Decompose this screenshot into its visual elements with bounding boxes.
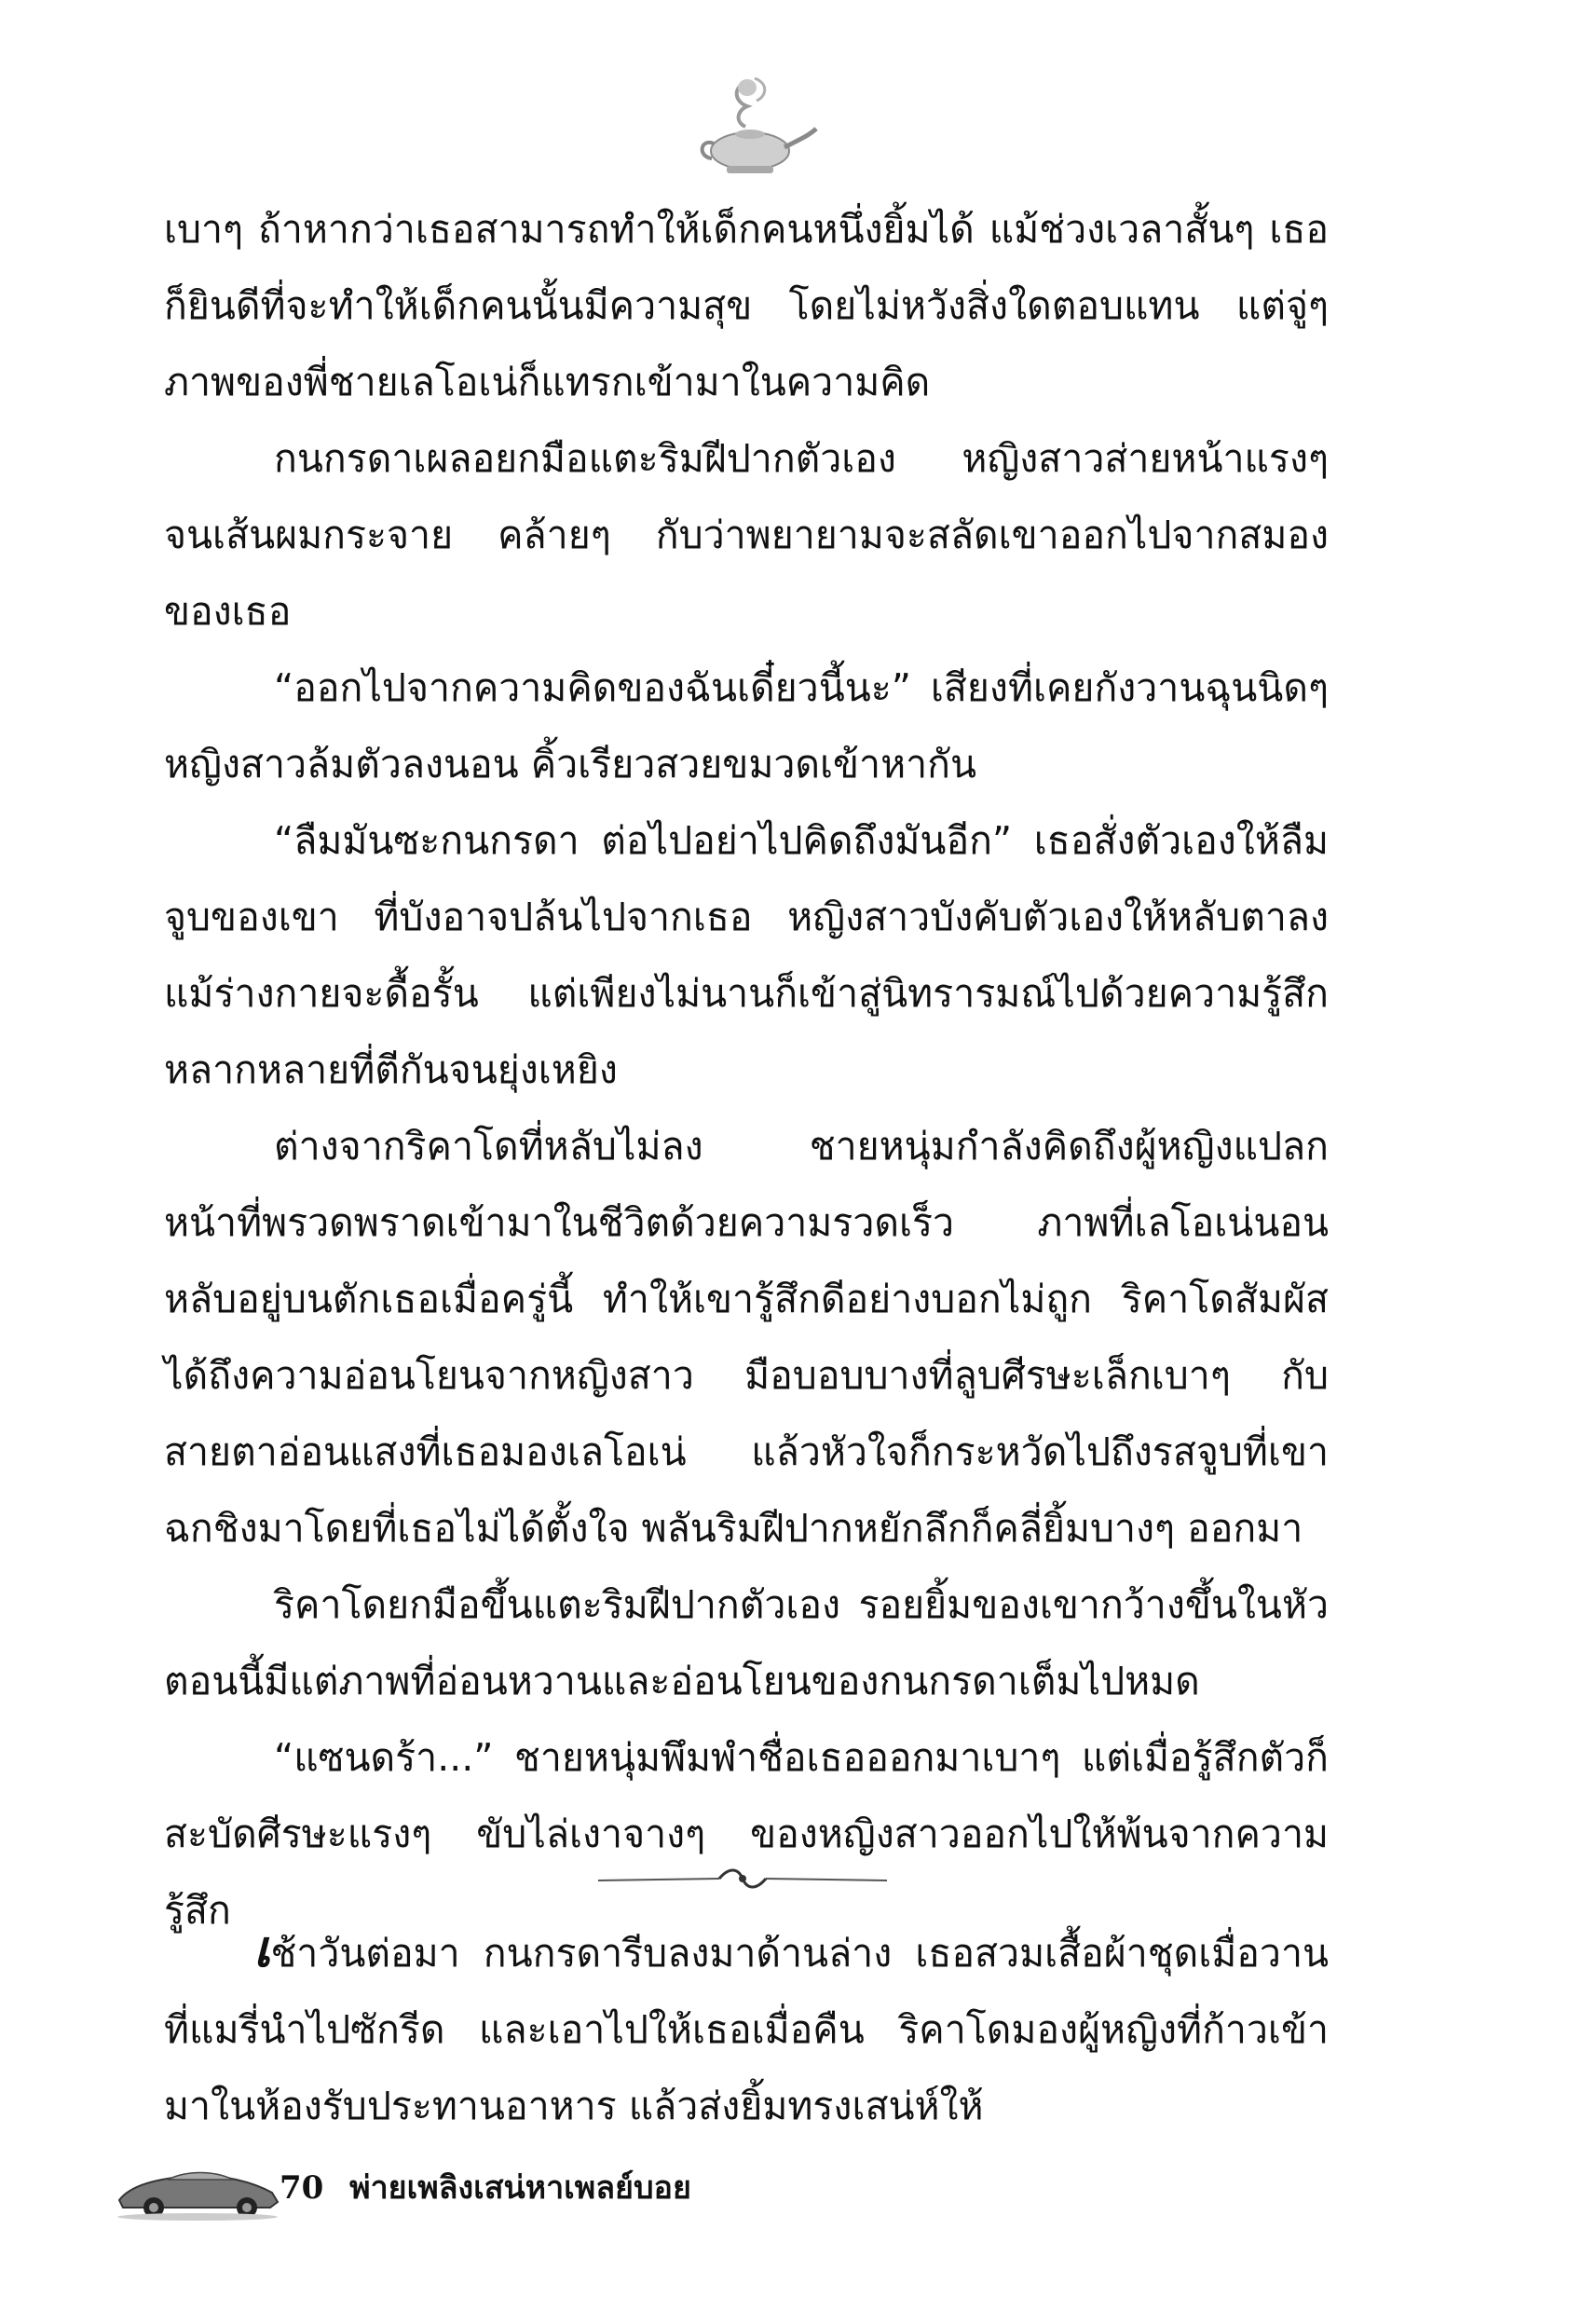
drop-cap: เ bbox=[253, 1919, 271, 1978]
section-2-text bbox=[164, 1910, 1329, 2144]
paragraph-2: กนกรดาเผลอยกมือแตะริมฝีปากตัวเอง หญิงสาวส่ายหน้าแรงๆ จนเส้นผมกระจาย คล้ายๆ กับว่าพยายามจะสลัดเขาออกไปจากสมองของเธอ bbox=[164, 436, 1329, 634]
paragraph-4: “ลืมมันซะกนกรดา ต่อไปอย่าไปคิดถึงมันอีก” เธอสั่งตัวเองให้ลืมจูบของเขา ที่บังอาจปล้นไปจากเธอ หญิงสาวบังคับตัวเองให้หลับตาลง แม้ร่างกายจะดื้อรั้น แต่เพียงไม่นานก็เข้าสู่นิทรารมณ์ไปด้วยความรู้สึกหลากหลายที่ตีกันจนยุ่งเหยิง bbox=[164, 818, 1329, 1092]
sports-car-icon bbox=[112, 2157, 284, 2222]
footer-text bbox=[280, 2165, 691, 2211]
teapot-genie-ornament-icon bbox=[680, 73, 820, 183]
section-2-paragraph bbox=[164, 1910, 1329, 2144]
ornamental-divider-icon bbox=[598, 1860, 887, 1897]
paragraph-6: ริคาโดยกมือขึ้นแตะริมฝีปากตัวเอง รอยยิ้มของเขากว้างขึ้นในหัวตอนนี้มีแต่ภาพที่อ่อนหวานและอ่อนโยนของกนกรดาเต็มไปหมด bbox=[164, 1582, 1329, 1703]
page-footer bbox=[112, 2148, 950, 2232]
section-2-body: ช้าวันต่อมา กนกรดารีบลงมาด้านล่าง เธอสวมเสื้อผ้าชุดเมื่อวานที่แมรี่นำไปซักรีด และเอาไปให้เธอเมื่อคืน ริคาโดมองผู้หญิงที่ก้าวเข้ามาในห้องรับประทานอาหาร แล้วส่งยิ้มทรงเสน่ห์ให้ bbox=[164, 1931, 1329, 2128]
paragraph-7: “แซนดร้า...” ชายหนุ่มพึมพำชื่อเธอออกมาเบาๆ แต่เมื่อรู้สึกตัวก็สะบัดศีรษะแรงๆ ขับไล่เงาจางๆ ของหญิงสาวออกไปให้พ้นจากความรู้สึก bbox=[164, 1735, 1329, 1933]
paragraph-3: “ออกไปจากความคิดของฉันเดี๋ยวนี้นะ” เสียงที่เคยกังวานฉุนนิดๆ หญิงสาวล้มตัวลงนอน คิ้วเรียวสวยขมวดเข้าหากัน bbox=[164, 665, 1329, 786]
book-title: พ่ายเพลิงเสน่หาเพลย์บอย bbox=[349, 2169, 691, 2207]
paragraph-1: เบาๆ ถ้าหากว่าเธอสามารถทำให้เด็กคนหนึ่งยิ้มได้ แม้ช่วงเวลาสั้นๆ เธอก็ยินดีที่จะทำให้เด็กคนนั้นมีความสุข โดยไม่หวังสิ่งใดตอบแทน แต่จู่ๆ ภาพของพี่ชายเลโอเน่ก็แทรกเข้ามาในความคิด bbox=[164, 207, 1329, 404]
page-number: 70 bbox=[280, 2169, 324, 2207]
body-text bbox=[164, 191, 1329, 1949]
paragraph-5: ต่างจากริคาโดที่หลับไม่ลง ชายหนุ่มกำลังคิดถึงผู้หญิงแปลกหน้าที่พรวดพราดเข้ามาในชีวิตด้วยความรวดเร็ว ภาพที่เลโอเน่นอนหลับอยู่บนตักเธอเมื่อครู่นี้ ทำให้เขารู้สึกดีอย่างบอกไม่ถูก ริคาโดสัมผัสได้ถึงความอ่อนโยนจากหญิงสาว มือบอบบางที่ลูบศีรษะเล็กเบาๆ กับสายตาอ่อนแสงที่เธอมองเลโอเน่ แล้วหัวใจก็กระหวัดไปถึงรสจูบที่เขาฉกชิงมาโดยที่เธอไม่ได้ตั้งใจ พลันริมฝีปากหยักลึกก็คลี่ยิ้มบางๆ ออกมา bbox=[164, 1124, 1329, 1551]
